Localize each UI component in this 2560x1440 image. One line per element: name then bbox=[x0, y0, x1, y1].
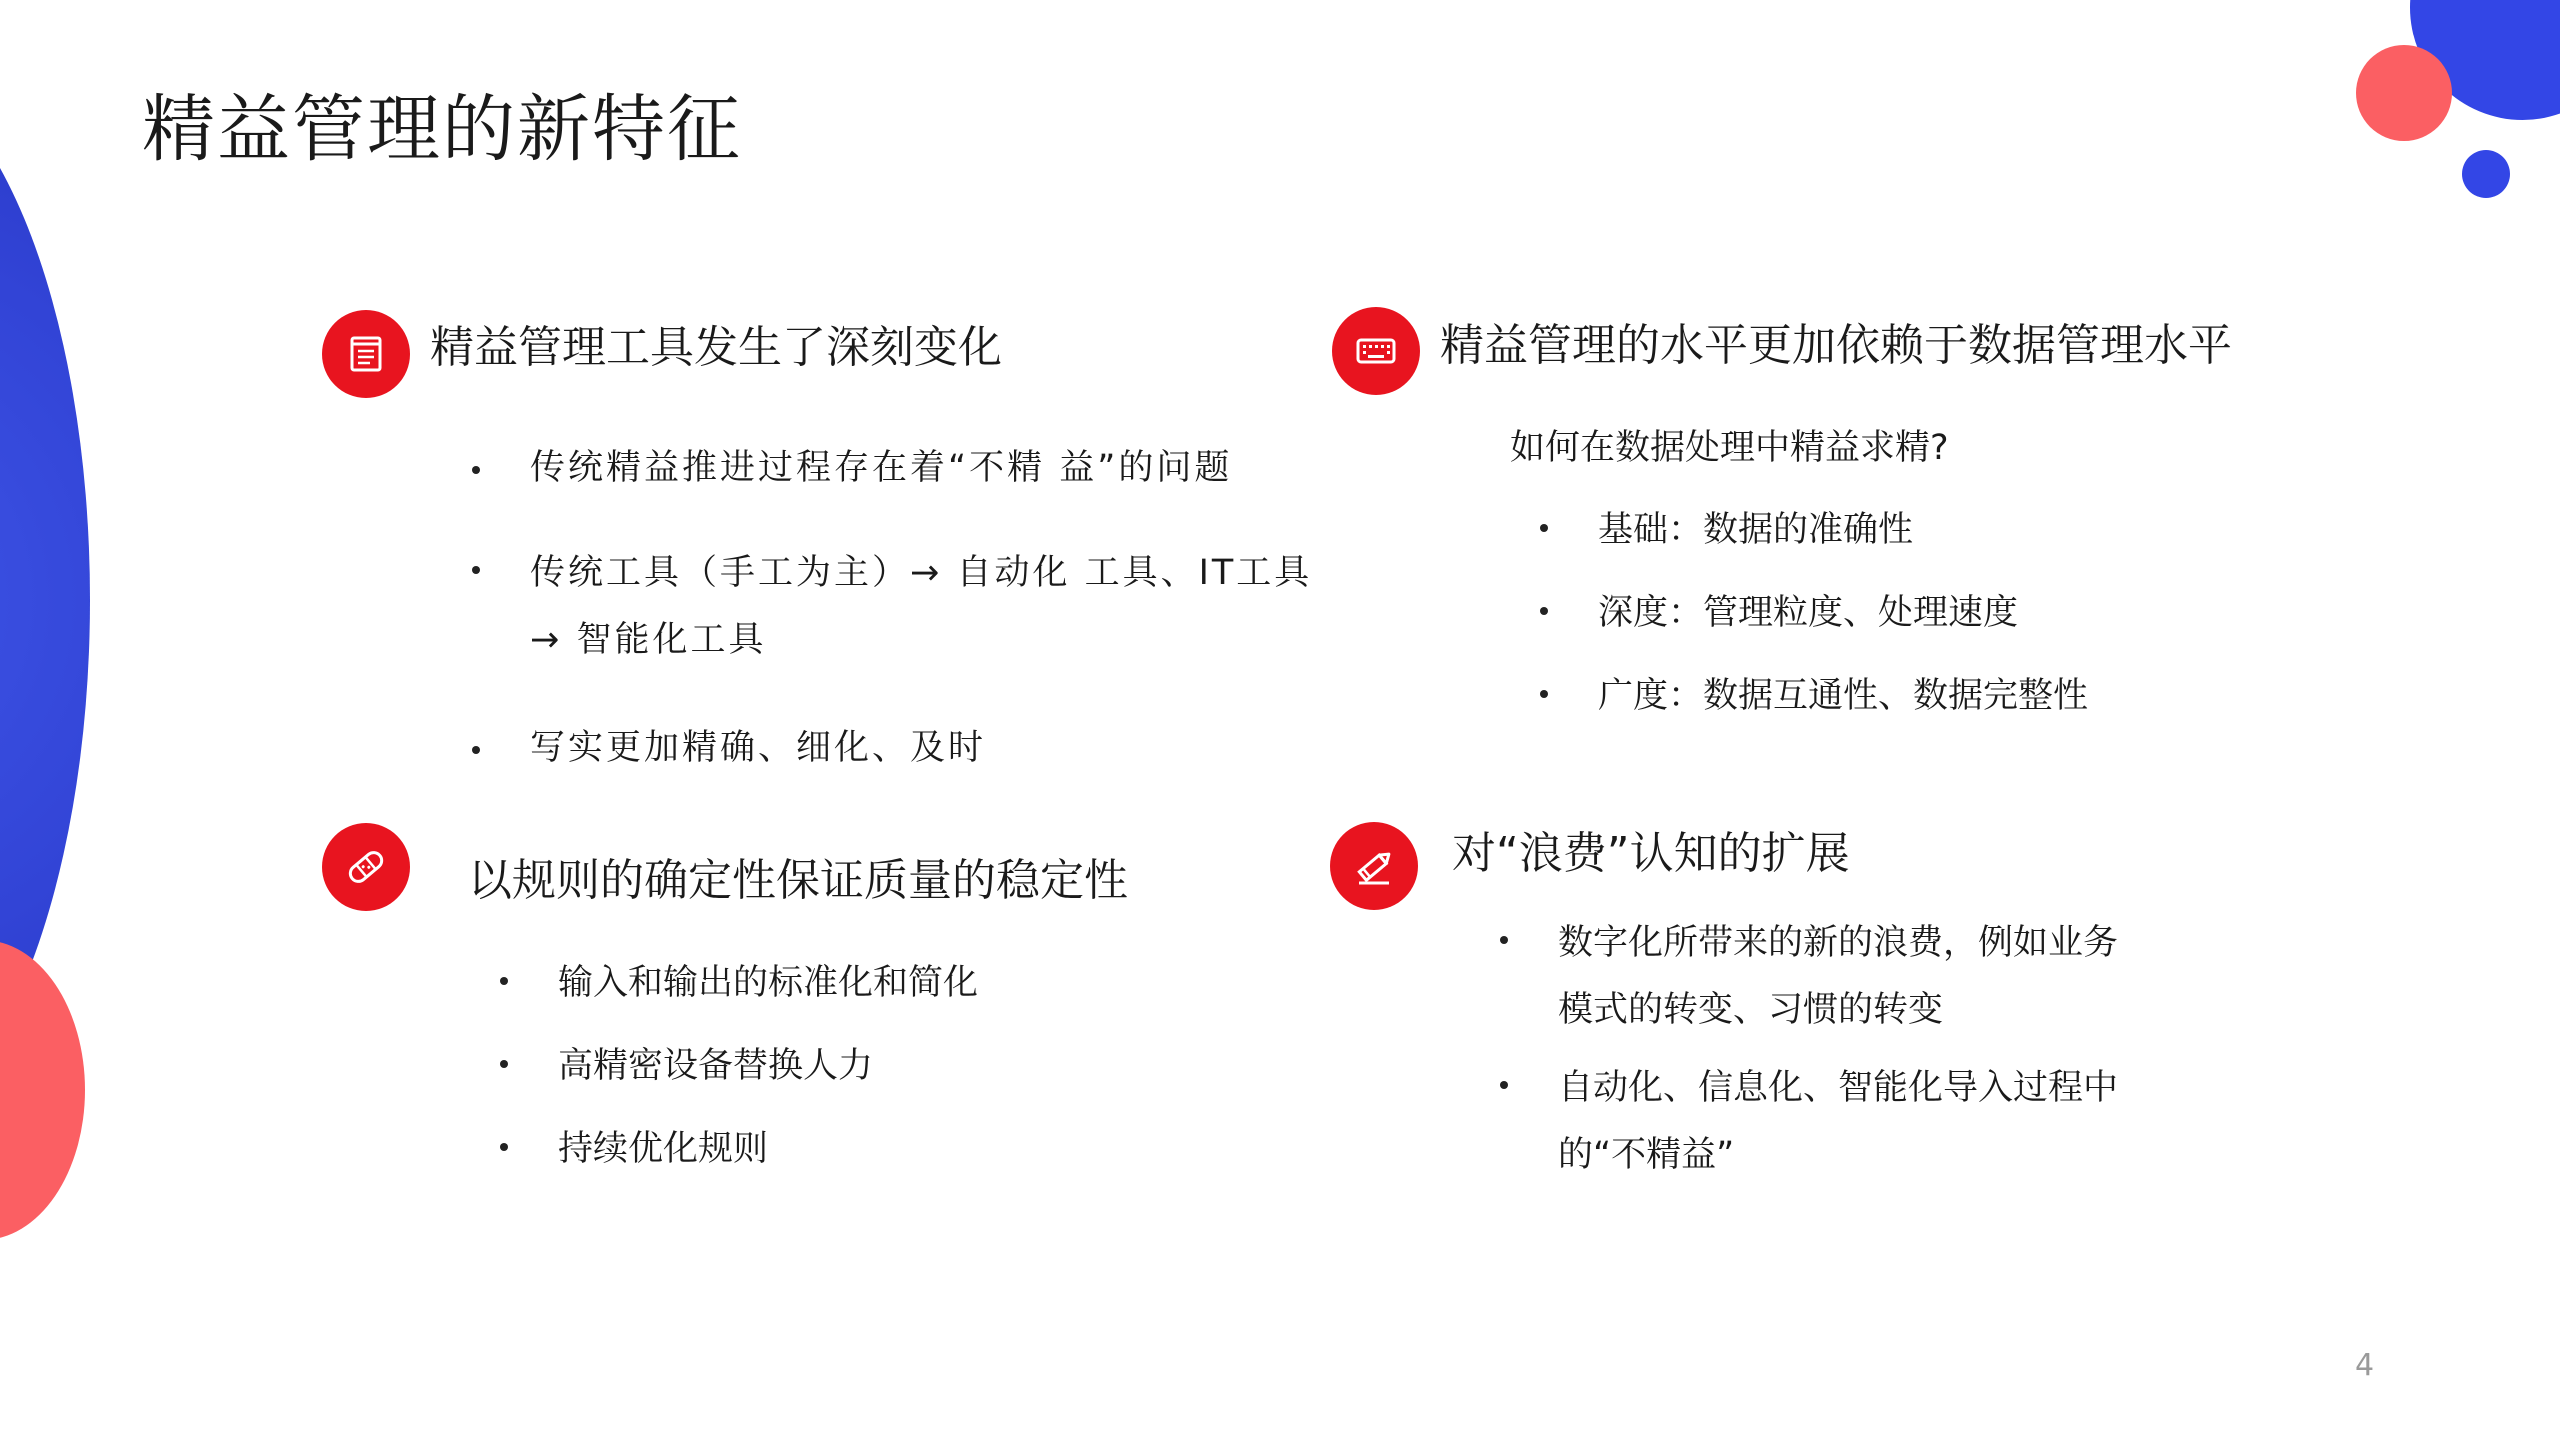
pencil-icon bbox=[1330, 822, 1418, 910]
section-heading: 精益管理工具发生了深刻变化 bbox=[430, 322, 1002, 373]
section-subheading: 如何在数据处理中精益求精? bbox=[1510, 428, 1949, 468]
list-item bbox=[558, 1121, 978, 1171]
page-number: 4 bbox=[2355, 1348, 2375, 1383]
bullet-dot bbox=[500, 1143, 508, 1151]
list-item-text: 传统工具（手工为主）→ 自动化 工具、IT工具 bbox=[530, 553, 1313, 593]
notebook-icon bbox=[322, 310, 410, 398]
list-item bbox=[1598, 585, 2088, 668]
bullet-list bbox=[1598, 502, 2088, 718]
bullet-dot bbox=[500, 1060, 508, 1068]
keyboard-icon bbox=[1332, 307, 1420, 395]
top-right-coral-circle-shape bbox=[2356, 45, 2452, 141]
list-item-text: 的“不精益” bbox=[1558, 1135, 1735, 1175]
list-item-text: 输入和输出的标准化和简化 bbox=[558, 963, 979, 1003]
list-item bbox=[558, 1038, 978, 1121]
section-heading: 以规则的确定性保证质量的稳定性 bbox=[468, 855, 1128, 906]
list-item bbox=[1558, 1055, 2118, 1189]
bullet-dot bbox=[1540, 607, 1548, 615]
list-item bbox=[1598, 668, 2088, 718]
bullet-dot bbox=[1500, 1081, 1508, 1089]
slide-title: 精益管理的新特征 bbox=[142, 87, 742, 172]
bullet-dot bbox=[500, 977, 508, 985]
list-item bbox=[558, 955, 978, 1038]
list-item-text: 基础：数据的准确性 bbox=[1598, 510, 1914, 550]
bullet-list bbox=[558, 955, 978, 1171]
section-heading: 对“浪费”认知的扩展 bbox=[1452, 828, 1850, 879]
list-item-text: → 智能化工具 bbox=[530, 620, 767, 660]
list-item-text: 广度：数据互通性、数据完整性 bbox=[1598, 676, 2089, 716]
list-item-text: 深度：管理粒度、处理速度 bbox=[1598, 593, 2019, 633]
top-right-small-blue-dot-shape bbox=[2462, 150, 2510, 198]
bullet-dot bbox=[472, 466, 480, 474]
list-item bbox=[1598, 502, 2088, 585]
list-item-text: 写实更加精确、细化、及时 bbox=[530, 728, 987, 768]
list-item-text: 自动化、信息化、智能化导入过程中 bbox=[1558, 1068, 2119, 1108]
bandage-icon bbox=[322, 823, 410, 911]
list-item bbox=[1558, 910, 2118, 1065]
list-item bbox=[530, 720, 1312, 770]
list-item bbox=[530, 540, 1312, 720]
list-item bbox=[530, 440, 1312, 550]
left-coral-circle-shape bbox=[0, 940, 85, 1240]
bullet-dot bbox=[1500, 936, 1508, 944]
bullet-list bbox=[1558, 920, 2118, 1189]
bullet-dot bbox=[472, 746, 480, 754]
list-item-text: 持续优化规则 bbox=[558, 1129, 769, 1169]
list-item-text: 高精密设备替换人力 bbox=[558, 1046, 874, 1086]
list-item-text: 传统精益推进过程存在着“不精 益”的问题 bbox=[530, 448, 1233, 488]
section-heading: 精益管理的水平更加依赖于数据管理水平 bbox=[1440, 320, 2232, 371]
bullet-dot bbox=[1540, 690, 1548, 698]
list-item-text: 模式的转变、习惯的转变 bbox=[1558, 990, 1944, 1030]
bullet-dot bbox=[472, 566, 480, 574]
bullet-list bbox=[530, 440, 1312, 770]
bullet-dot bbox=[1540, 524, 1548, 532]
list-item-text: 数字化所带来的新的浪费，例如业务 bbox=[1558, 923, 2119, 963]
